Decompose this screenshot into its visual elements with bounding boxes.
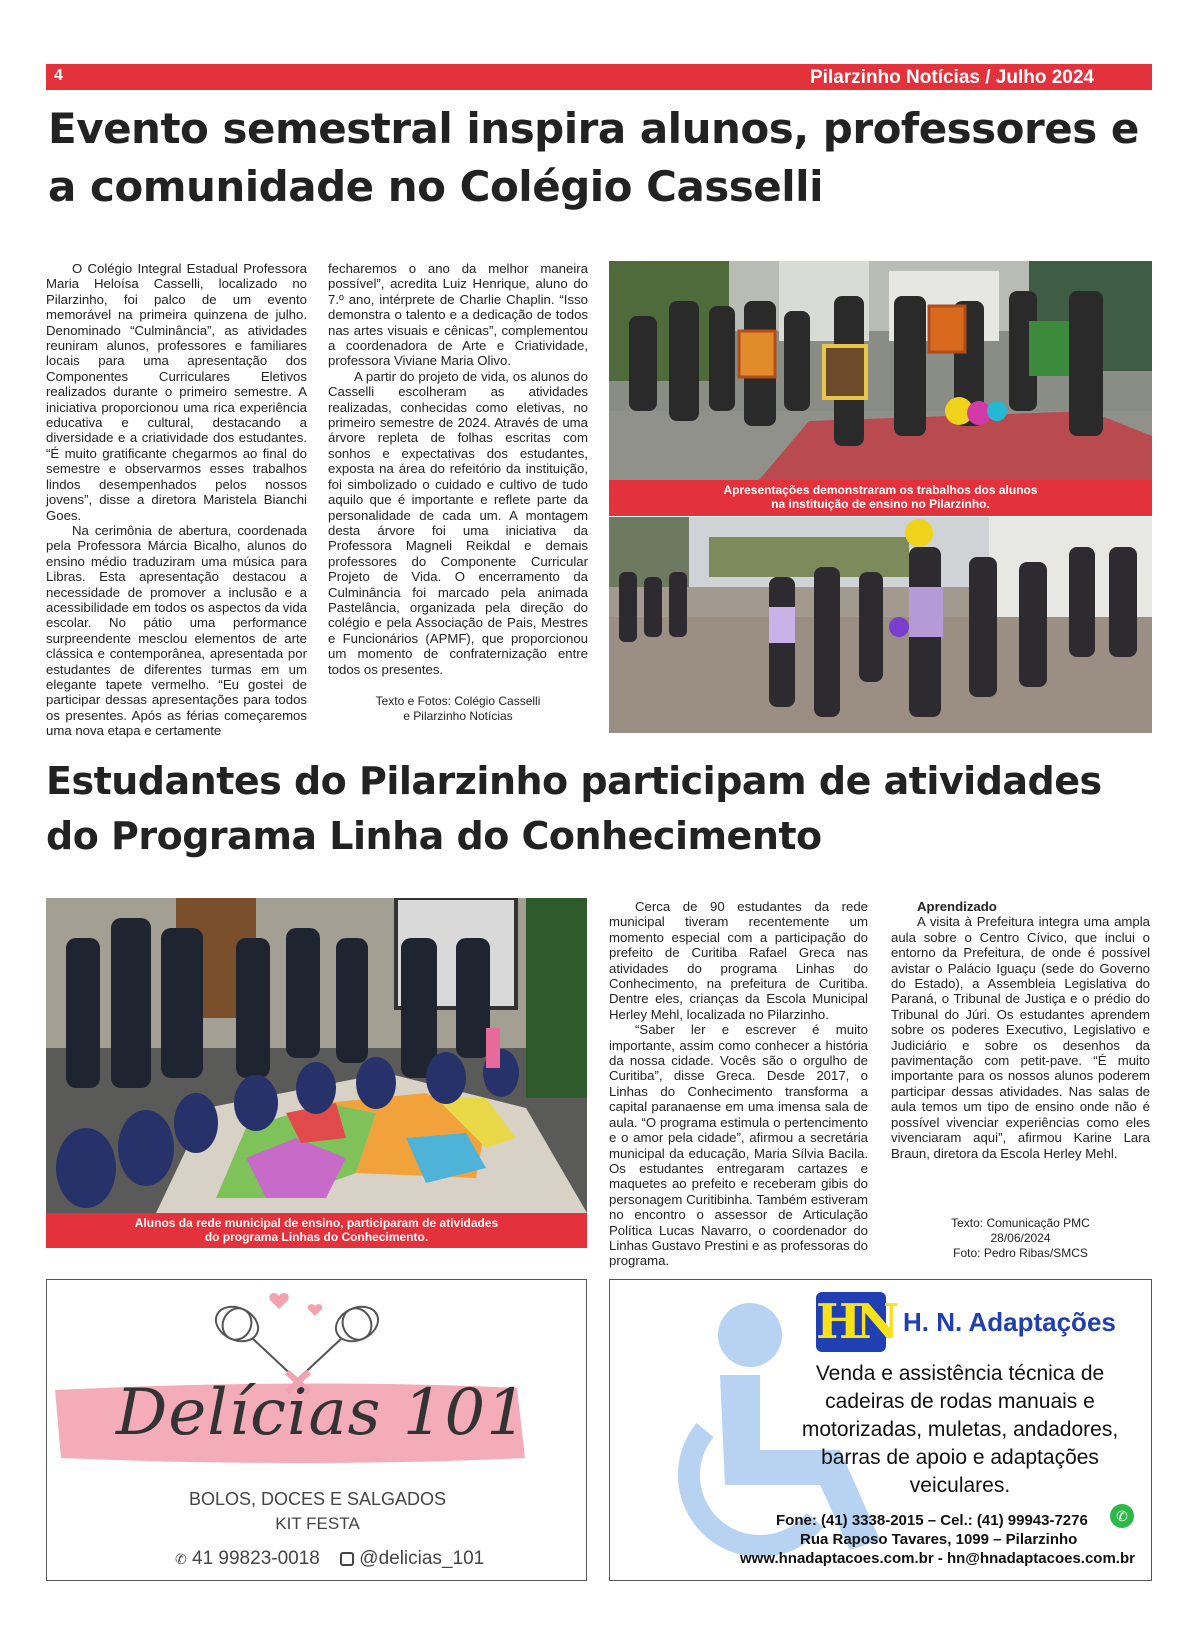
article1-headline: Evento semestral inspira alunos, professores e a comunidade no Colégio Casselli <box>48 104 1139 211</box>
delicias-brand: Delícias 101 <box>116 1376 528 1450</box>
hn-body-line: barras de apoio e adaptações <box>821 1446 1099 1469</box>
photo-performance-image <box>609 261 1152 480</box>
article1-credit <box>328 694 588 724</box>
credit-line: Texto e Fotos: Colégio Casselli <box>375 694 541 708</box>
heart-icon <box>269 1293 288 1309</box>
article2-column-2 <box>891 899 1150 1161</box>
article1-paragraph: Na cerimônia de abertura, coordenada pela Professora Márcia Bicalho, alunos do ensino médio traduziram uma música para Libras. Esta apresentação destacou a necessidade de promover a inclusão e a acessibilidade em todos os aspectos da vida escolar. No pátio uma performance surpreendente mesclou elementos de arte clássica e contemporânea, apresentada por estudantes de diferentes turmas em um elegante tapete vermelho. “Eu gostei de participar dessas apresentações para todos os presentes. Após as férias começaremos uma nova etapa e certamente <box>46 522 307 739</box>
article2-column-1 <box>609 899 868 1269</box>
masthead: Pilarzinho Notícias / Julho 2024 <box>809 67 1094 88</box>
delicias-phone-row <box>175 1548 320 1570</box>
article2-headline: Estudantes do Pilarzinho participam de atividades do Programa Linha do Conhecimento <box>46 759 1102 858</box>
ad-hn-adaptacoes <box>609 1279 1152 1581</box>
photo-map-caption <box>46 1213 587 1248</box>
article1-column-2 <box>328 261 588 677</box>
instagram-icon <box>340 1552 354 1566</box>
hn-address: Rua Raposo Tavares, 1099 – Pilarzinho <box>800 1531 1078 1548</box>
delicias-line1: BOLOS, DOCES E SALGADOS <box>188 1489 447 1509</box>
page-number: 4 <box>54 67 63 84</box>
caption-line: na instituição de ensino no Pilarzinho. <box>771 497 990 511</box>
hn-logo: HN <box>816 1294 894 1350</box>
article2-paragraph: A visita à Prefeitura integra uma ampla aula sobre o Centro Cívico, que inclui o entorno da Prefeitura, de onde é possível avistar o Palácio Iguaçu (sede do Governo do Estado), a Assembleia Legislativa do Paraná, o Tribunal de Justiça e o prédio do Tribunal do Júri. Os estudantes aprendem sobre os poderes Executivo, Legislativo e Judiciário e sobre os desenhos da pavimentação com petit-pave. “É muito importante para os nossos alunos poderem participar dessas atividades. Nas salas de aula temos um tipo de ensino onde não é possível vivenciar experiências como eles vivenciaram aqui”, afirmou Karine Lara Braun, diretora da Escola Herley Mehl. <box>891 914 1150 1161</box>
article1-paragraph: A partir do projeto de vida, os alunos do Casselli escolheram as atividades realizadas, conhecidas como eletivas, no primeiro semestre de 2024. Através de uma árvore repleta de folhas escritas com sonhos e expectativas dos estudantes, exposta na área do refeitório da instituição, foi simbolizado o cuidado e cultivo de tudo aquilo que é importante e reflete parte da personalidade de cada um. A montagem desta árvore foi uma iniciativa da Professora Magneli Reikdal e demais professores do Componente Curricular Projeto de Vida. O encerramento da Culminância foi marcado pela animada Pastelância, organizada pela direção do colégio e pela Associação de Pais, Mestres e Funcionários (APMF), que proporcionou um momento de confraternização entre todos os presentes. <box>328 368 588 677</box>
credit-line: 28/06/2024 <box>990 1231 1051 1245</box>
hn-brand: H. N. Adaptações <box>903 1307 1116 1337</box>
hn-body-line: veiculares. <box>909 1474 1011 1497</box>
caption-line: Apresentações demonstraram os trabalhos dos alunos <box>723 483 1038 497</box>
caption-line: Alunos da rede municipal de ensino, participaram de atividades <box>134 1216 499 1230</box>
ad-delicias <box>46 1279 587 1581</box>
hn-contact: Fone: (41) 3338-2015 – Cel.: (41) 99943-7276 <box>776 1512 1088 1529</box>
delicias-instagram: @delicias_101 <box>359 1548 485 1569</box>
photo-map-activity <box>46 898 587 1213</box>
delicias-phone: 41 99823-0018 <box>192 1548 320 1569</box>
photo-map-activity-image <box>46 898 587 1213</box>
hn-body-line: cadeiras de rodas manuais e <box>825 1390 1095 1413</box>
credit-line: e Pilarzinho Notícias <box>403 709 513 723</box>
photo-dance-image <box>609 517 1152 733</box>
article2-paragraph: “Saber ler e escrever é muito importante, assim como conhecer a história da nossa cidade. Vocês são o orgulho de Curitiba”, disse Greca. Desde 2017, o Linhas do Conhecimento transforma a capital paranaense em uma imensa sala de aula. “O programa estimula o pertencimento e o amor pela cidade”, afirmou a secretária municipal da educação, Maria Sílvia Bacila. Os estudantes entregaram cartazes e maquetes ao prefeito e receberam gibis do personagem Curitibinha. Também estiveram no encontro o assessor de Articulação Política Lucas Navarro, o coordenador do Linhas Gustavo Prestini e as professoras do programa. <box>609 1022 868 1269</box>
article1-paragraph: fecharemos o ano da melhor maneira possível”, acredita Luiz Henrique, aluno do 7.º ano, intérprete de Charlie Chaplin. “Isso demonstra o talento e a dedicação de todos nas artes visuais e cênicas”, complementou a coordenadora de Arte e Criatividade, professora Viviane Maria Olivo. <box>328 261 588 369</box>
hn-web: www.hnadaptacoes.com.br - hn@hnadaptacoes.com.br <box>740 1550 1135 1567</box>
article2-paragraph: Cerca de 90 estudantes da rede municipal tiveram recentemente um momento especial com a participação do prefeito de Curitiba Rafael Greca nas atividades do programa Linhas do Conhecimento, na prefeitura de Curitiba. Dentre eles, crianças da Escola Municipal Herley Mehl, localizada no Pilarzinho. <box>609 899 868 1022</box>
hn-body-line: motorizadas, muletas, andadores, <box>801 1418 1119 1441</box>
hn-body <box>780 1360 1140 1500</box>
article1-paragraph: O Colégio Integral Estadual Professora Maria Heloísa Casselli, localizado no Pilarzinho, foi palco de um evento memorável na primeira quinzena de julho. Denominado “Culminância”, as atividades reuniram alunos, professores e familiares locais para uma apresentação dos Componentes Curriculares Eletivos realizados durante o primeiro semestre. A iniciativa proporcionou uma rica experiência educativa e cultural, destacando a diversidade e a criatividade dos estudantes. “É muito gratificante chegarmos ao final do semestre e observarmos esses trabalhos lindos desempenhados pelos nossos jovens”, disse a diretora Maristela Bianchi Goes. <box>46 261 307 523</box>
whatsapp-icon: ✆ <box>175 1551 187 1567</box>
hn-body-line: Venda e assistência técnica de <box>815 1362 1105 1385</box>
photo-performance-caption <box>609 480 1152 516</box>
heart-icon <box>308 1304 323 1316</box>
credit-line: Foto: Pedro Ribas/SMCS <box>953 1246 1088 1260</box>
article2-subhead: Aprendizado <box>917 899 997 914</box>
photo-performance <box>609 261 1152 480</box>
header-bar <box>46 64 1152 90</box>
credit-line: Texto: Comunicação PMC <box>951 1216 1090 1230</box>
article1-column-1 <box>46 261 307 739</box>
article2-credit <box>891 1216 1150 1261</box>
whisk-icon <box>210 1300 383 1380</box>
delicias-line2: KIT FESTA <box>275 1514 360 1533</box>
photo-dance <box>609 517 1152 733</box>
caption-line: do programa Linhas do Conhecimento. <box>204 1230 429 1244</box>
delicias-instagram-row <box>340 1548 484 1570</box>
whatsapp-icon: ✆ <box>1110 1504 1134 1528</box>
